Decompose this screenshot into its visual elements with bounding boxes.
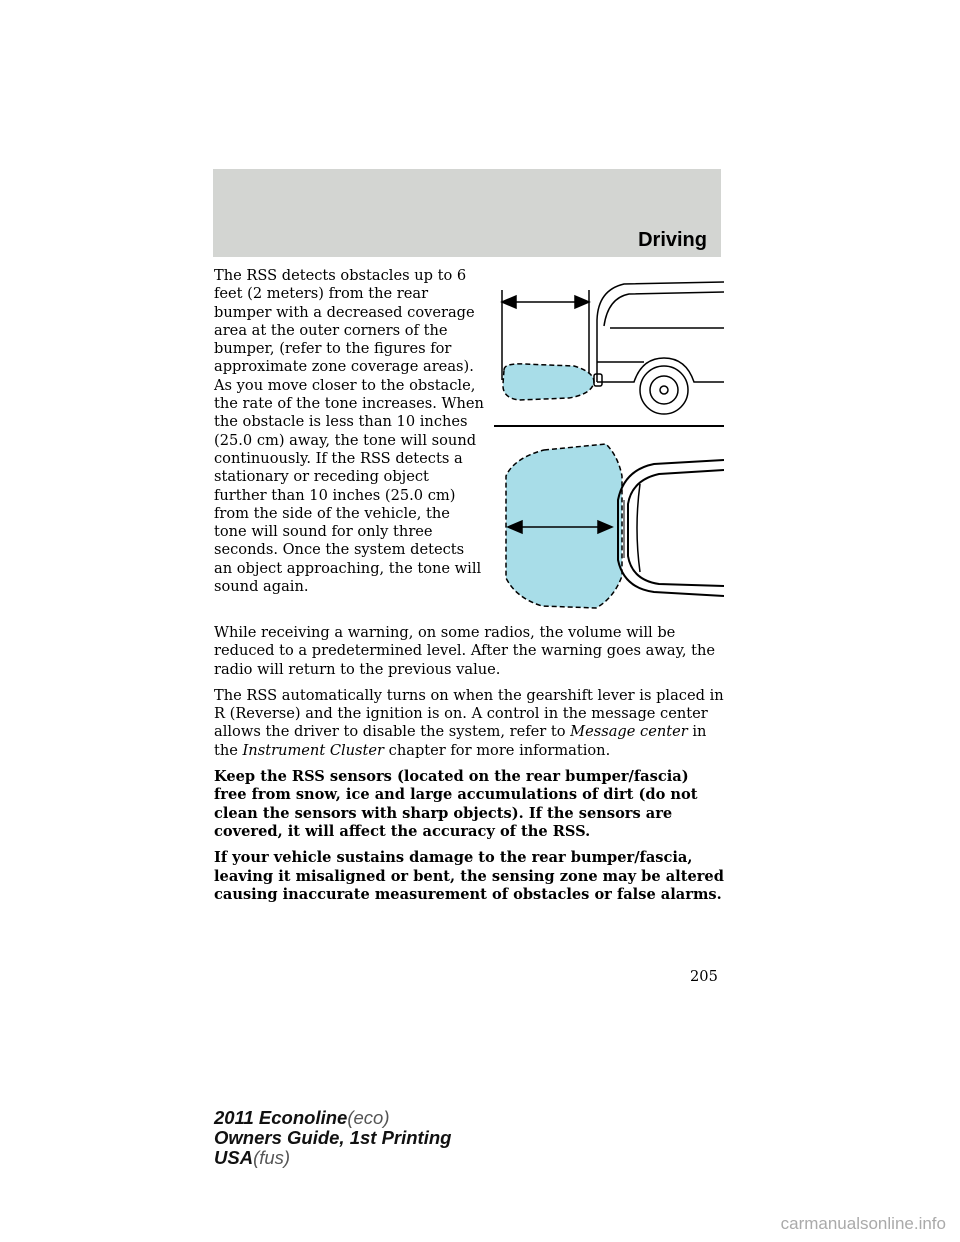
- warning-keep-sensors-clean: Keep the RSS sensors (located on the rear bumper/fascia) free from snow, ice and large accumulations of dirt (do not clean the sensors with sharp objects). If the sensors are covered, it will affect the accuracy of the RSS.: [214, 768, 698, 840]
- van-top-outline: [618, 460, 724, 596]
- paragraph-radio-volume: While receiving a warning, on some radios, the volume will be reduced to a predetermined level. After the warning goes away, the radio will return to the previous value.: [214, 624, 716, 678]
- document-footer: 2011 Econoline(eco) Owners Guide, 1st Printing USA(fus): [214, 1107, 452, 1168]
- watermark-text: carmanualsonline.info: [780, 1214, 946, 1233]
- section-title: Driving: [638, 229, 707, 251]
- instrument-cluster-reference: Instrument Cluster: [242, 741, 385, 759]
- side-view-coverage-figure: [494, 270, 724, 430]
- intro-paragraph: The RSS detects obstacles up to 6 feet (2 meters) from the rear bumper with a decreased coverage area at the outer corners of the bumper, (refer to the figures for approximate zone coverage areas). As you move closer to the obstacle, the rate of the tone increases. When the obstacle is less than 10 inches (25.0 cm) away, the tone will sound continuously. If the RSS detects a stationary or receding object further than 10 inches (25.0 cm) from the side of the vehicle, the tone will sound for only three seconds. Once the system detects an object approaching, the tone will sound again.: [214, 267, 484, 596]
- body-text: [214, 624, 726, 912]
- paragraph-rss-activation: The RSS automatically turns on when the gearshift lever is placed in R (Reverse) and the ignition is on. A control in the message center allows the driver to disable the system, refer to Message center in the Instrument Cluster chapter for more information.: [214, 686, 724, 759]
- message-center-reference: Message center: [570, 723, 688, 741]
- page-number: 205: [690, 968, 718, 985]
- warning-bumper-damage: If your vehicle sustains damage to the rear bumper/fascia, leaving it misaligned or bent, the sensing zone may be altered causing inaccurate measurement of obstacles or false alarms.: [214, 849, 724, 903]
- sensing-zone-side: [503, 364, 594, 400]
- van-side-outline: [594, 282, 724, 414]
- section-header-band: [213, 169, 721, 257]
- top-view-coverage-figure: [494, 440, 724, 612]
